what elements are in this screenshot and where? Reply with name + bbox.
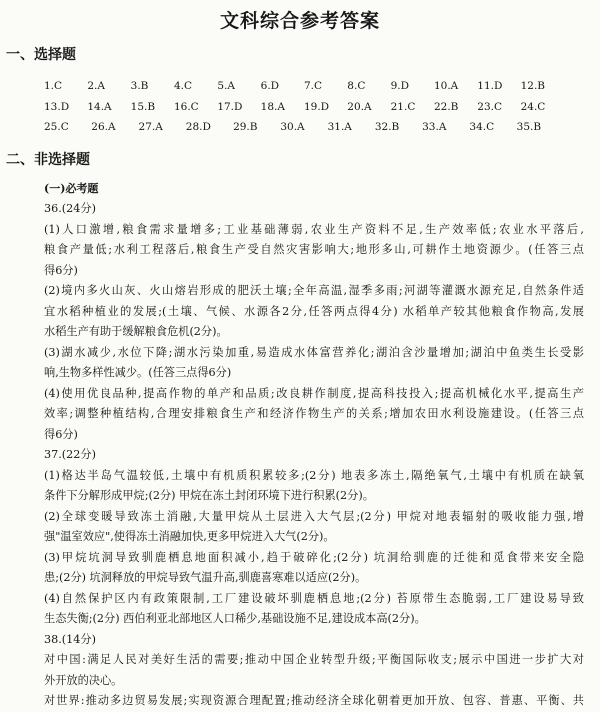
answer-line: 条件下分解形成甲烷;(2分) 甲烷在冻土封闭环境下进行积累(2分)。 [44, 489, 374, 502]
answer-item: 30.A [280, 121, 305, 134]
answer-line: 得6分) [44, 263, 78, 277]
choice-answers-grid [44, 76, 564, 138]
section-heading-nonchoice: 二、非选择题 [6, 152, 90, 168]
answer-item: 12.B [520, 80, 546, 93]
answer-item: 34.C [469, 121, 495, 134]
answer-row [44, 76, 564, 97]
answer-item: 5.A [217, 80, 235, 93]
answer-line: 响,生物多样性减少。(任答三点得6分) [44, 366, 232, 379]
question-number: 38.(14分) [44, 632, 96, 646]
answer-line: (3)甲烷坑洞导致驯鹿栖息地面积减小,趋于破碎化;(2分) 坑洞给驯鹿的迁徙和觅食带来安全隐 [44, 550, 584, 564]
answer-row [44, 97, 564, 118]
answer-item: 11.D [477, 80, 503, 93]
answer-line: (2)境内多火山灰、火山熔岩形成的肥沃土壤;全年高温,湿季多雨;河湖等灌溉水源充足,自然条件适 [44, 284, 584, 297]
answer-item: 26.A [91, 121, 116, 134]
section-heading-choice: 一、选择题 [6, 47, 76, 63]
answer-item: 9.D [390, 80, 410, 93]
nonchoice-content [44, 178, 584, 712]
answer-line: 粮食产量低;水利工程落后,粮食生产受自然灾害影响大;地形多山,可耕作土地资源少。(任答三点 [44, 243, 584, 256]
answer-item: 8.C [347, 80, 366, 93]
answer-line: 对中国:满足人民对美好生活的需要;推动中国企业转型升级;平衡国际收支;展示中国进一步扩大对 [44, 653, 584, 666]
answer-item: 13.D [44, 100, 70, 113]
answer-line: (3)湖水减少,水位下降;湖水污染加重,易造成水体富营养化;湖泊含沙量增加;湖泊中鱼类生长受影 [44, 345, 584, 359]
answer-item: 7.C [303, 80, 323, 93]
answer-line: 外开放的决心。 [44, 673, 123, 687]
answer-item: 19.D [303, 100, 330, 113]
answer-item: 17.D [217, 100, 243, 113]
answer-line: 强"温室效应",使得冻土消融加快,更多甲烷进入大气(2分)。 [44, 530, 335, 543]
answer-item: 29.B [233, 121, 258, 134]
answer-line: (4)自然保护区内有政策限制,工厂建设破坏驯鹿栖息地;(2分) 苔原带生态脆弱,工厂建设易导致 [44, 591, 584, 605]
answer-line: 宜水稻种植业的发展;(土壤、气候、水源各2分,任答两点得4分) 水稻单产较其他粮食作物高,发展 [44, 304, 584, 318]
answer-item: 24.C [520, 100, 546, 113]
answer-item: 20.A [347, 100, 372, 113]
answer-line: (4)使用优良品种,提高作物的单产和品质;改良耕作制度,提高科技投入;提高机械化水平,提高生产 [44, 386, 584, 400]
answer-line: 效率;调整种植结构,合理安排粮食生产和经济作物生产的关系;增加农田水利设施建设。(任答三点 [44, 407, 584, 420]
answer-item: 15.B [130, 100, 156, 113]
answer-item: 32.B [374, 121, 400, 134]
answer-item: 1.C [44, 80, 63, 93]
answer-line: (1)人口激增,粮食需求量增多;工业基础薄弱,农业生产资料不足,生产效率低;农业水平落后, [44, 222, 584, 236]
answer-item: 2.A [87, 80, 105, 93]
answer-item: 33.A [422, 121, 447, 134]
answer-item: 18.A [260, 100, 285, 113]
answer-line: (1)格达半岛气温较低,土壤中有机质积累较多;(2分) 地表多冻土,隔绝氧气,土壤中有机质在缺氧 [44, 468, 584, 482]
answer-item: 25.C [44, 121, 69, 134]
answer-item: 16.C [173, 100, 199, 113]
question-number: 37.(22分) [44, 448, 96, 461]
answer-line: 对世界:推动多边贸易发展;实现资源合理配置;推动经济全球化朝着更加开放、包容、普惠、平衡、共 [44, 694, 584, 707]
answer-line: 水稻生产有助于缓解粮食危机(2分)。 [44, 325, 228, 338]
answer-item: 23.C [477, 100, 503, 113]
answer-row [44, 117, 564, 138]
answer-line: (2)全球变暖导致冻土消融,大量甲烷从土层进入大气层;(2分) 甲烷对地表辐射的吸收能力强,增 [44, 509, 584, 523]
answer-item: 27.A [138, 121, 163, 134]
subsection-heading: (一)必考题 [44, 182, 99, 195]
page-title: 文科综合参考答案 [219, 10, 380, 32]
answer-item: 3.B [130, 80, 149, 93]
answer-line: 得6分) [44, 427, 78, 441]
answer-item: 35.B [516, 121, 542, 134]
answer-item: 4.C [173, 80, 193, 93]
answer-item: 28.D [185, 121, 211, 134]
answer-item: 21.C [390, 100, 416, 113]
answer-item: 14.A [87, 100, 112, 113]
answer-line: 患;(2分) 坑洞释放的甲烷导致气温升高,驯鹿喜寒难以适应(2分)。 [44, 571, 367, 584]
answer-item: 31.A [327, 121, 352, 134]
answer-item: 6.D [260, 80, 280, 93]
answer-line: 生态失衡;(2分) 西伯利亚北部地区人口稀少,基础设施不足,建设成本高(2分)。 [44, 612, 426, 625]
question-number: 36.(24分) [44, 202, 96, 215]
answer-item: 10.A [433, 80, 459, 93]
answer-item: 22.B [433, 100, 459, 113]
